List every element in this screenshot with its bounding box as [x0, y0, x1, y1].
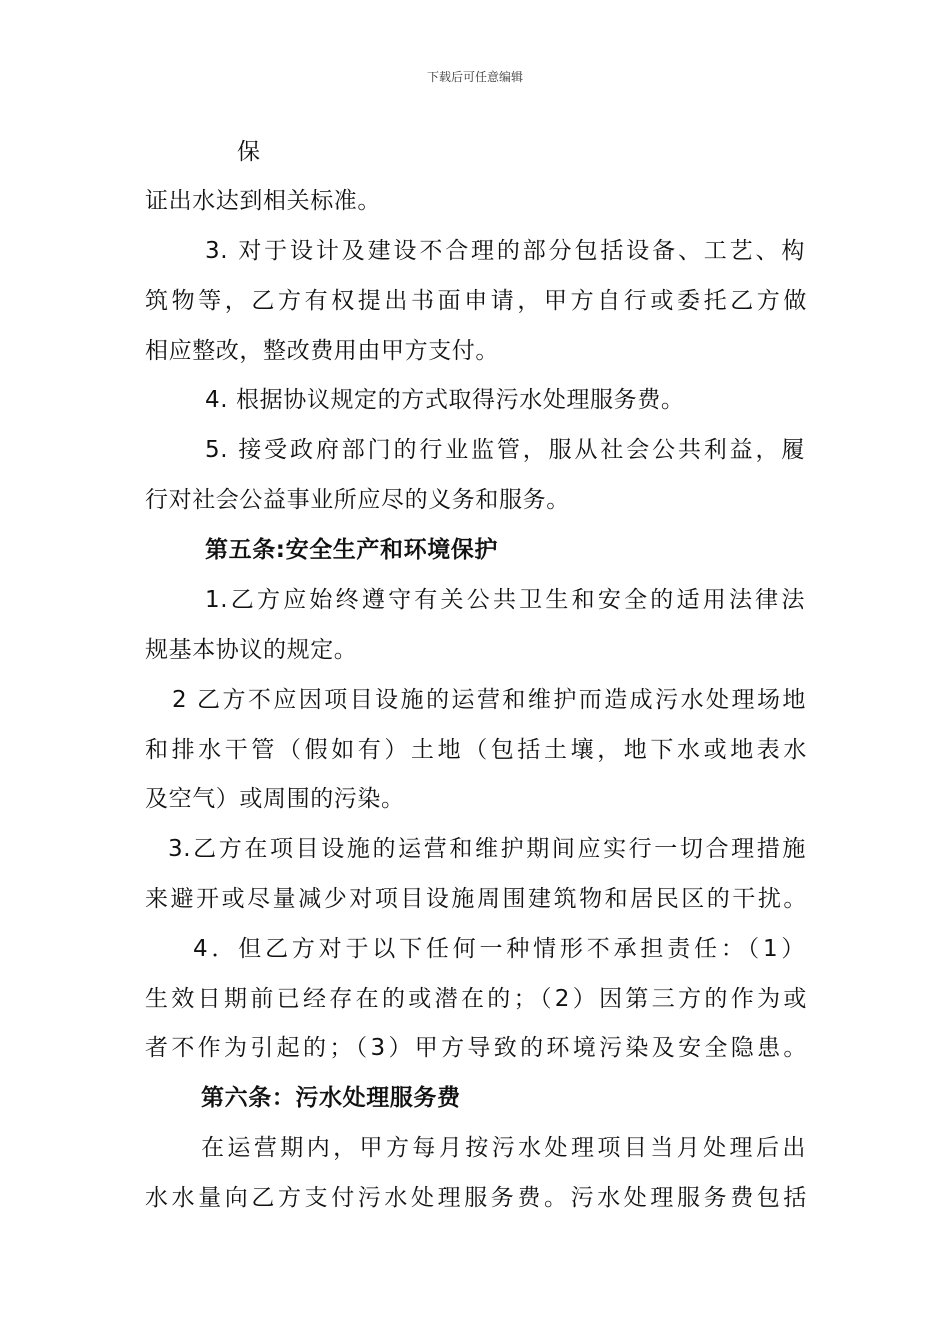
paragraph-line: 水水量向乙方支付污水处理服务费。污水处理服务费包括	[145, 1185, 807, 1211]
paragraph-line: 相应整改，整改费用由甲方支付。	[145, 338, 499, 364]
paragraph-line: 保	[237, 139, 261, 165]
paragraph-line: 3. 对于设计及建设不合理的部分包括设备、工艺、构	[205, 238, 805, 264]
paragraph-line: 5. 接受政府部门的行业监管，服从社会公共利益，履	[205, 437, 805, 463]
paragraph-line: 和排水干管（假如有）土地（包括土壤，地下水或地表水	[145, 737, 807, 763]
paragraph-line: 4. 根据协议规定的方式取得污水处理服务费。	[205, 387, 685, 413]
paragraph-line: 生效日期前已经存在的或潜在的；（2）因第三方的作为或	[145, 986, 807, 1012]
paragraph-line: 筑物等，乙方有权提出书面申请，甲方自行或委托乙方做	[145, 288, 807, 314]
paragraph-line: 4．但乙方对于以下任何一种情形不承担责任：（1）	[193, 936, 805, 962]
section-heading: 第六条：污水处理服务费	[201, 1085, 461, 1111]
paragraph-line: 2 乙方不应因项目设施的运营和维护而造成污水处理场地	[172, 687, 806, 713]
paragraph-line: 在运营期内，甲方每月按污水处理项目当月处理后出	[201, 1135, 806, 1161]
paragraph-line: 行对社会公益事业所应尽的义务和服务。	[145, 487, 570, 513]
paragraph-line: 证出水达到相关标准。	[145, 188, 381, 214]
paragraph-line: 及空气）或周围的污染。	[145, 786, 405, 812]
paragraph-line: 1.乙方应始终遵守有关公共卫生和安全的适用法律法	[205, 587, 805, 613]
paragraph-line: 者不作为引起的；（3）甲方导致的环境污染及安全隐患。	[145, 1035, 807, 1061]
page-header: 下载后可任意编辑	[426, 70, 523, 84]
section-heading: 第五条:安全生产和环境保护	[205, 537, 498, 563]
paragraph-line: 规基本协议的规定。	[145, 637, 358, 663]
paragraph-line: 来避开或尽量减少对项目设施周围建筑物和居民区的干扰。	[145, 886, 807, 912]
paragraph-line: 3.乙方在项目设施的运营和维护期间应实行一切合理措施	[168, 836, 806, 862]
